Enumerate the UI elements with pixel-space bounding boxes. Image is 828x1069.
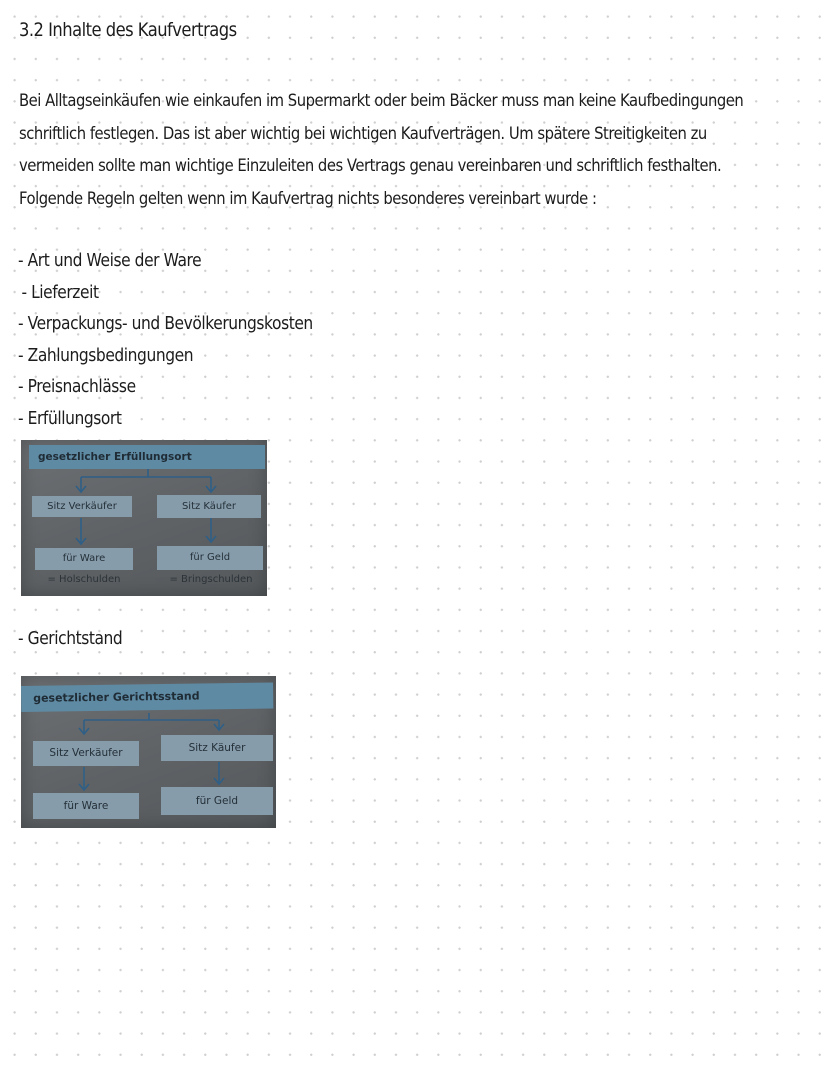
- contract-contents-list: [18, 245, 313, 435]
- diagram-header: gesetzlicher Erfüllungsort: [29, 445, 265, 469]
- diagram-box-buyer: Sitz Käufer: [161, 735, 273, 761]
- paragraph-line: Folgende Regeln gelten wenn im Kaufvertrag nichts besonderes vereinbart wurde :: [19, 188, 597, 209]
- paragraph-line: vermeiden sollte man wichtige Einzuleiten des Vertrags genau vereinbaren und schriftlich festhalten.: [19, 156, 722, 176]
- list-item: - Verpackungs- und Bevölkerungskosten: [18, 313, 313, 335]
- list-item: - Erfüllungsort: [18, 407, 122, 429]
- gerichtsstand-diagram-photo: [21, 676, 276, 828]
- diagram-box-buyer: Sitz Käufer: [157, 495, 261, 518]
- diagram-header: gesetzlicher Gerichtsstand: [21, 682, 273, 712]
- section-title: 3.2 Inhalte des Kaufvertrags: [19, 19, 237, 41]
- list-item: - Lieferzeit: [21, 281, 99, 303]
- diagram-box-goods: für Ware: [33, 793, 139, 819]
- diagram-box-goods: für Ware: [35, 548, 133, 570]
- intro-paragraph: [19, 85, 802, 215]
- diagram-box-money: für Geld: [161, 787, 273, 815]
- diagram-box-seller: Sitz Verkäufer: [32, 496, 132, 517]
- diagram-note-bringschulden: = Bringschulden: [169, 574, 253, 585]
- diagram-box-seller: Sitz Verkäufer: [33, 741, 139, 766]
- list-item: - Zahlungsbedingungen: [18, 344, 194, 366]
- list-item: - Art und Weise der Ware: [18, 250, 202, 271]
- paragraph-line: Bei Alltagseinkäufen wie einkaufen im Supermarkt oder beim Bäcker muss man keine Kaufbedingungen: [19, 91, 744, 111]
- erfuellungsort-diagram-photo: [21, 440, 267, 596]
- diagram-note-holschulden: = Holschulden: [47, 574, 121, 585]
- paragraph-line: schriftlich festlegen. Das ist aber wichtig bei wichtigen Kaufverträgen. Um spätere Streitigkeiten zu: [19, 123, 707, 144]
- list-item: - Preisnachlässe: [18, 376, 136, 398]
- diagram-box-money: für Geld: [157, 546, 263, 570]
- list-item: - Gerichtstand: [18, 628, 123, 649]
